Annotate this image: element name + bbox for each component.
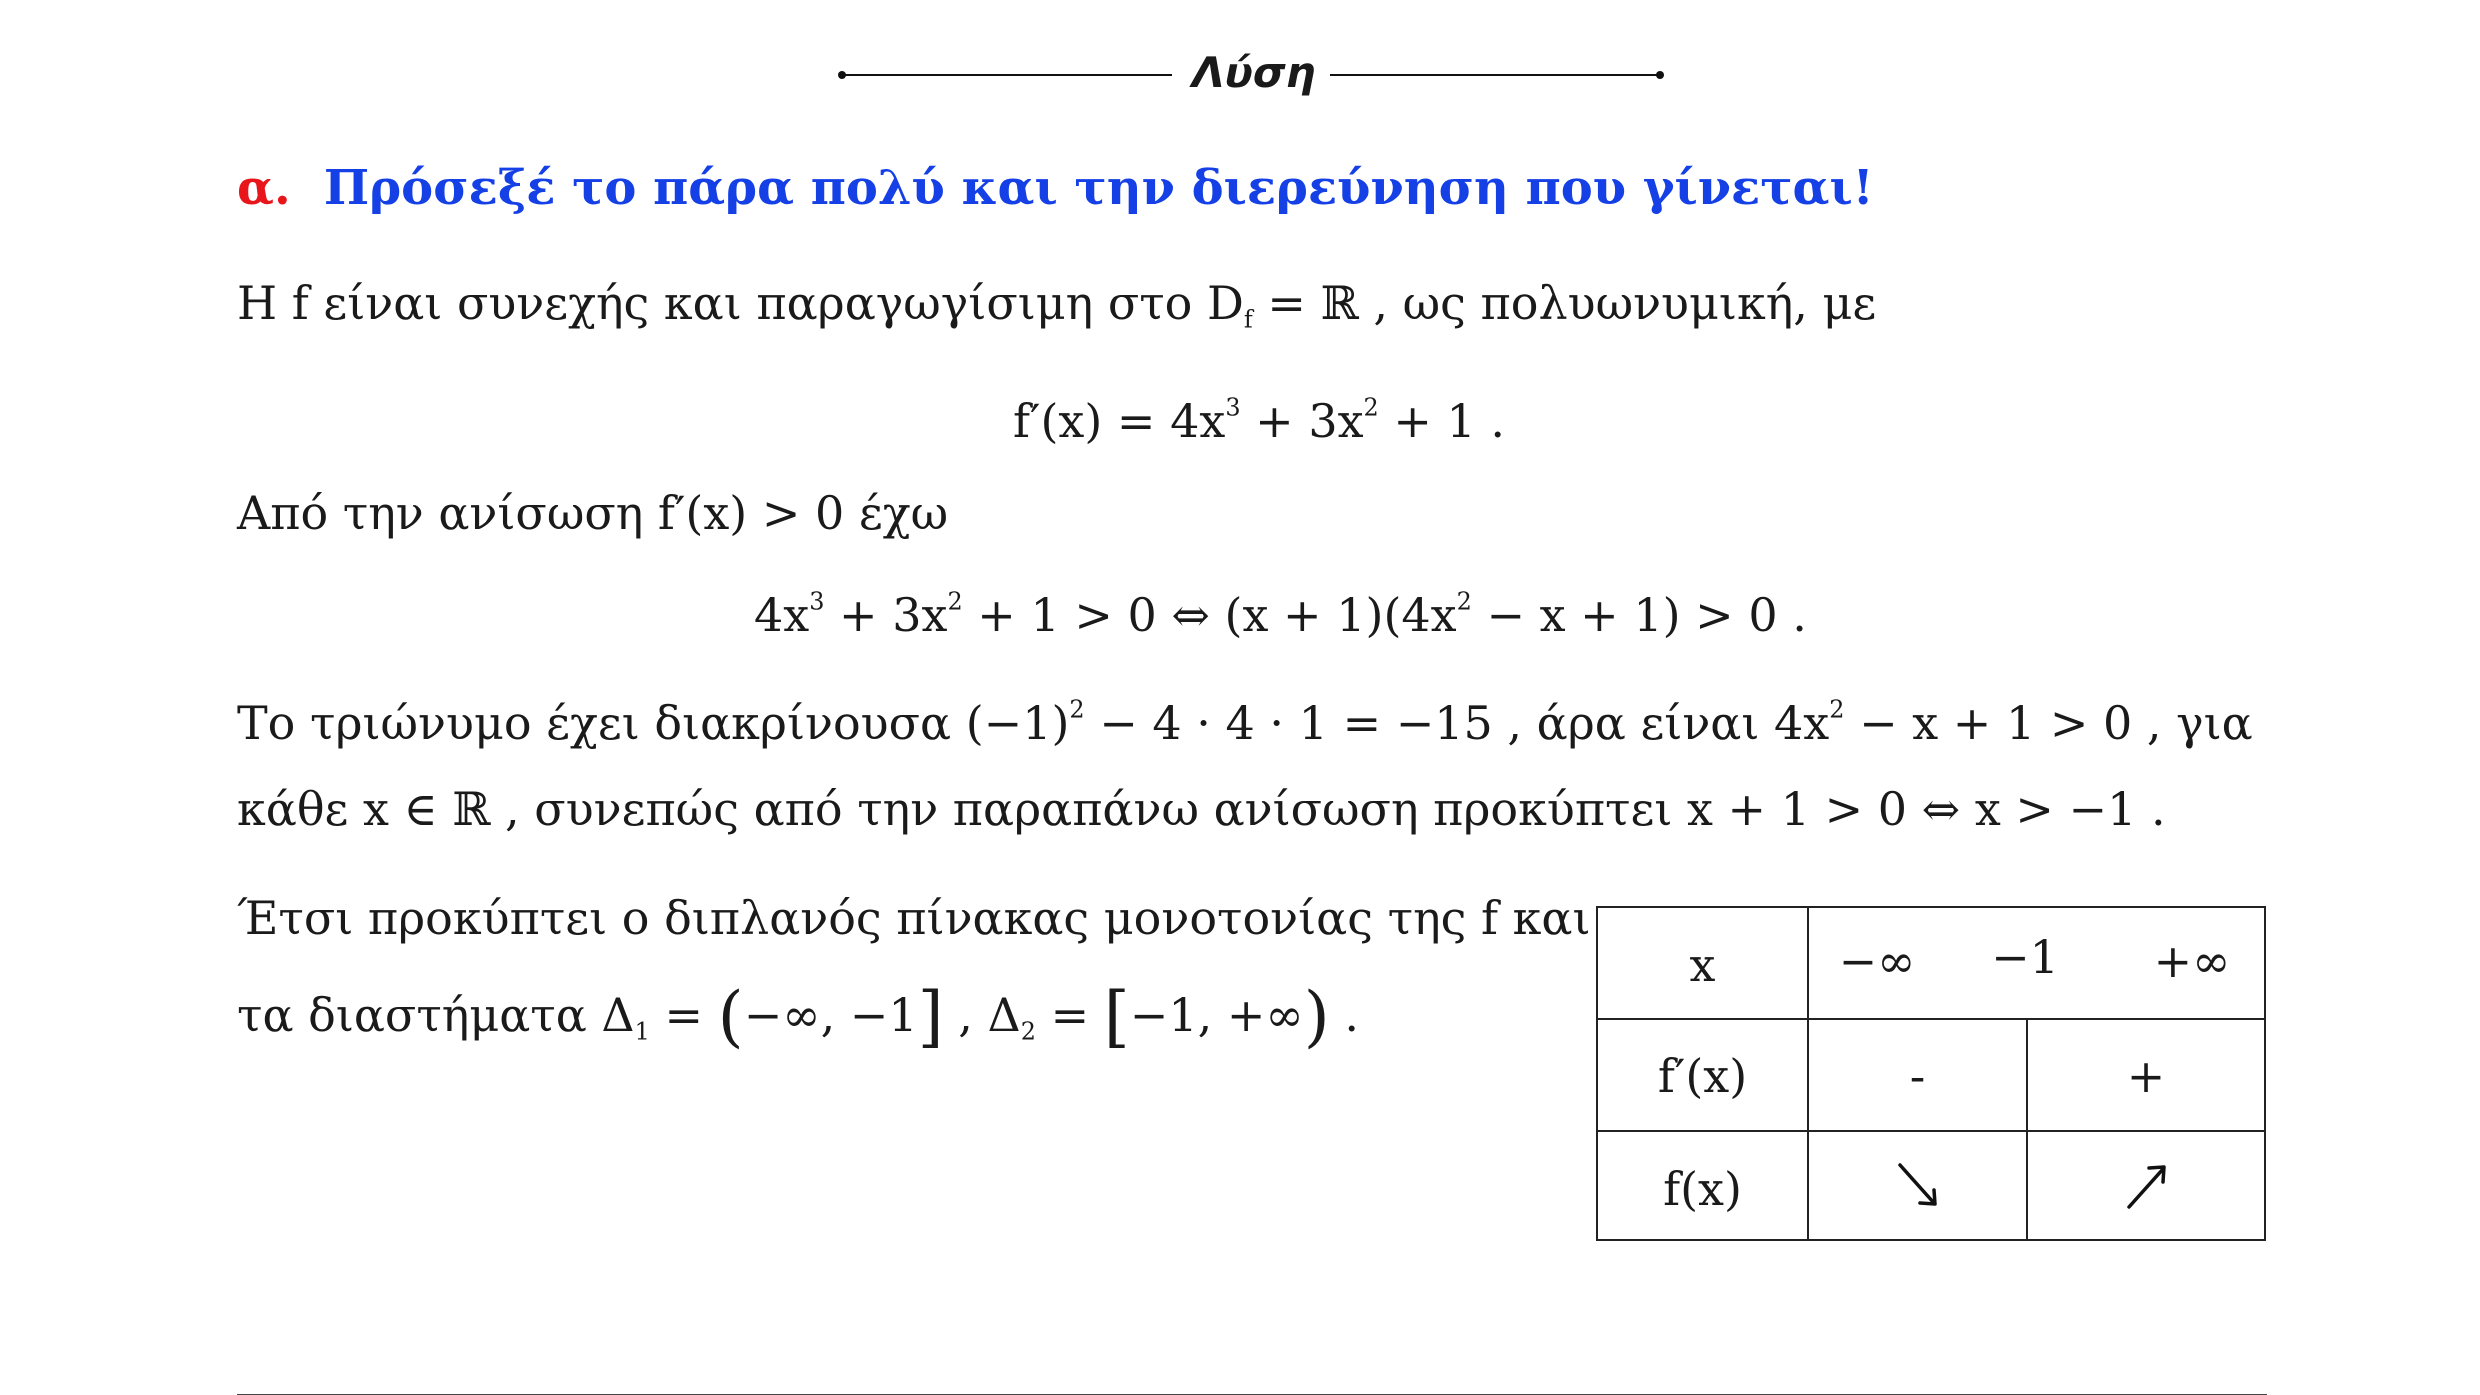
title-rule-left <box>842 74 1172 76</box>
arrow-up-right-icon <box>2123 1161 2169 1211</box>
table-row-derivative-label: f′(x) <box>1657 1049 1748 1103</box>
table-border-bottom <box>1596 1239 2266 1241</box>
title-rule-right <box>1330 74 1660 76</box>
table-critical-divider <box>2026 1018 2028 1241</box>
table-row-divider-1 <box>1596 1018 2266 1020</box>
table-derivative-sign-right: + <box>2126 1049 2166 1103</box>
paragraph-discriminant: Το τριώνυμο έχει διακρίνουσα $(-1)^2 - 4 \cdot 4 \cdot 1 = -15$ , άρα είναι $4x^2 - x + 1 > 0$ , για <box>237 695 2253 750</box>
table-header-critical: −1 <box>1991 930 2059 984</box>
solution-title: Λύση <box>1192 48 1316 97</box>
table-header-neg-inf: −∞ <box>1838 934 1916 988</box>
table-derivative-sign-left: - <box>1909 1049 1926 1103</box>
part-a-heading <box>237 160 1874 216</box>
title-dot-left <box>838 71 846 79</box>
table-border-right <box>2264 906 2266 1241</box>
equation-factorization: $4x^3 + 3x^2 + 1 > 0$ ⇔ $(x + 1)(4x^2 - x + 1) > 0$ . <box>754 587 1807 642</box>
arrow-down-right-icon <box>1896 1161 1942 1211</box>
part-a-text: Πρόσεξέ το πάρα πολύ και την διερεύνηση που γίνεται! <box>323 160 1874 216</box>
paragraph-monotonicity: Έτσι προκύπτει ο διπλανός πίνακας μονοτονίας της f και <box>237 891 1591 945</box>
table-row-function-label: f(x) <box>1663 1162 1742 1216</box>
paragraph-intervals: τα διαστήματα $\Delta_1$ = (−∞, −1] , $\Delta_2 = [-1$, +∞) . <box>237 977 1359 1055</box>
table-header-pos-inf: +∞ <box>2153 934 2231 988</box>
title-dot-right <box>1656 71 1664 79</box>
paragraph-conclusion: κάθε x ∈ ℝ , συνεπώς από την παραπάνω ανίσωση προκύπτει x + 1 > 0 ⇔ x > −1 . <box>237 782 2166 836</box>
part-a-label: α. <box>237 160 291 216</box>
paragraph-inequality: Από την ανίσωση f′(x) > 0 έχω <box>237 486 949 540</box>
table-header-x: x <box>1689 938 1716 992</box>
table-border-top <box>1596 906 2266 908</box>
monotonicity-table <box>1596 906 2266 1241</box>
equation-derivative: $f'(x) = 4x^3 + 3x^2 + 1$ . <box>1013 393 1506 448</box>
table-row-divider-2 <box>1596 1130 2266 1132</box>
paragraph-continuity: Η f είναι συνεχής και παραγωγίσιμη στο $D_f$ = ℝ , ως πολυωνυμική, με <box>237 276 1877 334</box>
